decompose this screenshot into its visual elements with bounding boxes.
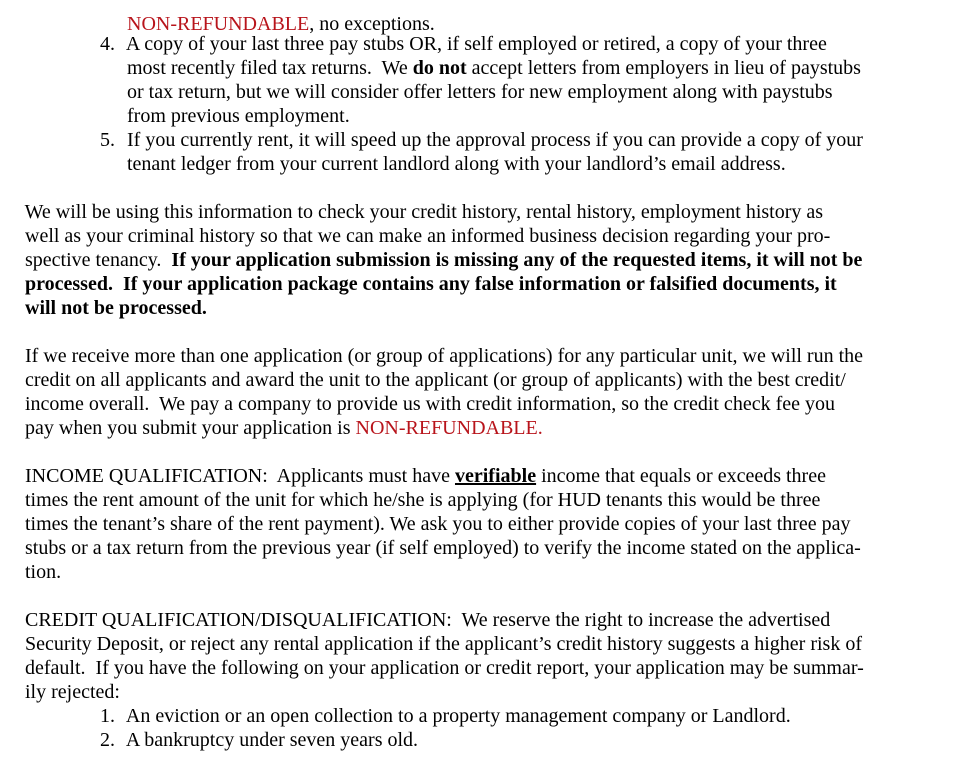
credit-qualification-line-4: ily rejected: — [25, 681, 120, 703]
income-qualification-line-3: times the tenant’s share of the rent payment). We ask you to either provide copies of your last three pay — [25, 513, 851, 535]
list-item-4-line-4: from previous employment. — [127, 105, 350, 127]
list-item-4-line-3: or tax return, but we will consider offer letters for new employment along with paystubs — [127, 81, 833, 103]
paragraph-1-line-3: spective tenancy. If your application submission is missing any of the requested items, it will not be — [25, 249, 863, 271]
paragraph-1-line-5 — [5, 272, 207, 319]
disqualifier-item-1-number: 1. — [100, 705, 115, 727]
disqualifier-item-2-text: A bankruptcy under seven years old. — [125, 729, 419, 751]
list-item-5-line-1: If you currently rent, it will speed up the approval process if you can provide a copy of your — [127, 129, 863, 151]
warning-bold-text: If your application submission is missing any of the requested items, it will not be — [171, 249, 863, 271]
warning-bold-text: processed. If your application package contains any false information or falsified documents, it — [25, 273, 837, 295]
income-qualification-line-1: INCOME QUALIFICATION: Applicants must have verifiable income that equals or exceeds three — [25, 465, 826, 487]
list-item-4-line-1: A copy of your last three pay stubs OR, if self employed or retired, a copy of your three — [125, 33, 827, 55]
paragraph-2-line-3: income overall. We pay a company to provide us with credit information, so the credit check fee you — [25, 393, 835, 415]
income-qualification-line-5: tion. — [25, 561, 62, 583]
paragraph-1-line-1: We will be using this information to check your credit history, rental history, employment history as — [24, 201, 824, 223]
list-item-4-line-2: most recently filed tax returns. We do not accept letters from employers in lieu of paystubs — [127, 57, 861, 79]
paragraph-2-line-2: credit on all applicants and award the unit to the applicant (or group of applicants) with the best credit/ — [25, 369, 846, 391]
income-qualification-line-4: stubs or a tax return from the previous year (if self employed) to verify the income stated on the applica- — [25, 537, 861, 559]
credit-qualification-line-1: CREDIT QUALIFICATION/DISQUALIFICATION: We reserve the right to increase the advertised — [25, 609, 831, 631]
paragraph-2-line-1: If we receive more than one application (or group of applications) for any particular unit, we will run the — [25, 345, 864, 367]
income-qualification-heading: INCOME QUALIFICATION — [25, 465, 263, 487]
non-refundable-text: NON-REFUNDABLE — [355, 417, 538, 439]
paragraph-1-line-2: well as your criminal history so that we can make an informed business decision regarding your pro- — [25, 225, 831, 247]
credit-qualification-line-3: default. If you have the following on your application or credit report, your application may be summar- — [25, 657, 864, 679]
do-not-bold: do not — [412, 57, 467, 79]
verifiable-emphasis: verifiable — [454, 465, 537, 487]
warning-bold-text: will not be processed. — [25, 297, 207, 319]
disqualifier-item-1-text: An eviction or an open collection to a property management company or Landlord. — [125, 705, 791, 727]
credit-qualification-line-2: Security Deposit, or reject any rental application if the applicant’s credit history suggests a higher risk of — [25, 633, 862, 655]
disqualifier-item-2-number: 2. — [100, 729, 115, 751]
list-item-5-line-2: tenant ledger from your current landlord along with your landlord’s email address. — [127, 153, 786, 175]
list-item-text: , no exceptions. — [309, 13, 435, 35]
list-item-5-number: 5. — [100, 129, 115, 151]
credit-qualification-heading: CREDIT QUALIFICATION/DISQUALIFICATION — [25, 609, 447, 631]
non-refundable-text: NON-REFUNDABLE — [127, 13, 310, 35]
income-qualification-line-2: times the rent amount of the unit for which he/she is applying (for HUD tenants this would be three — [25, 489, 821, 511]
paragraph-2-line-4: pay when you submit your application is NON-REFUNDABLE. — [25, 417, 543, 439]
paragraph-1-line-4 — [5, 248, 837, 295]
list-item-4-number: 4. — [100, 33, 115, 55]
